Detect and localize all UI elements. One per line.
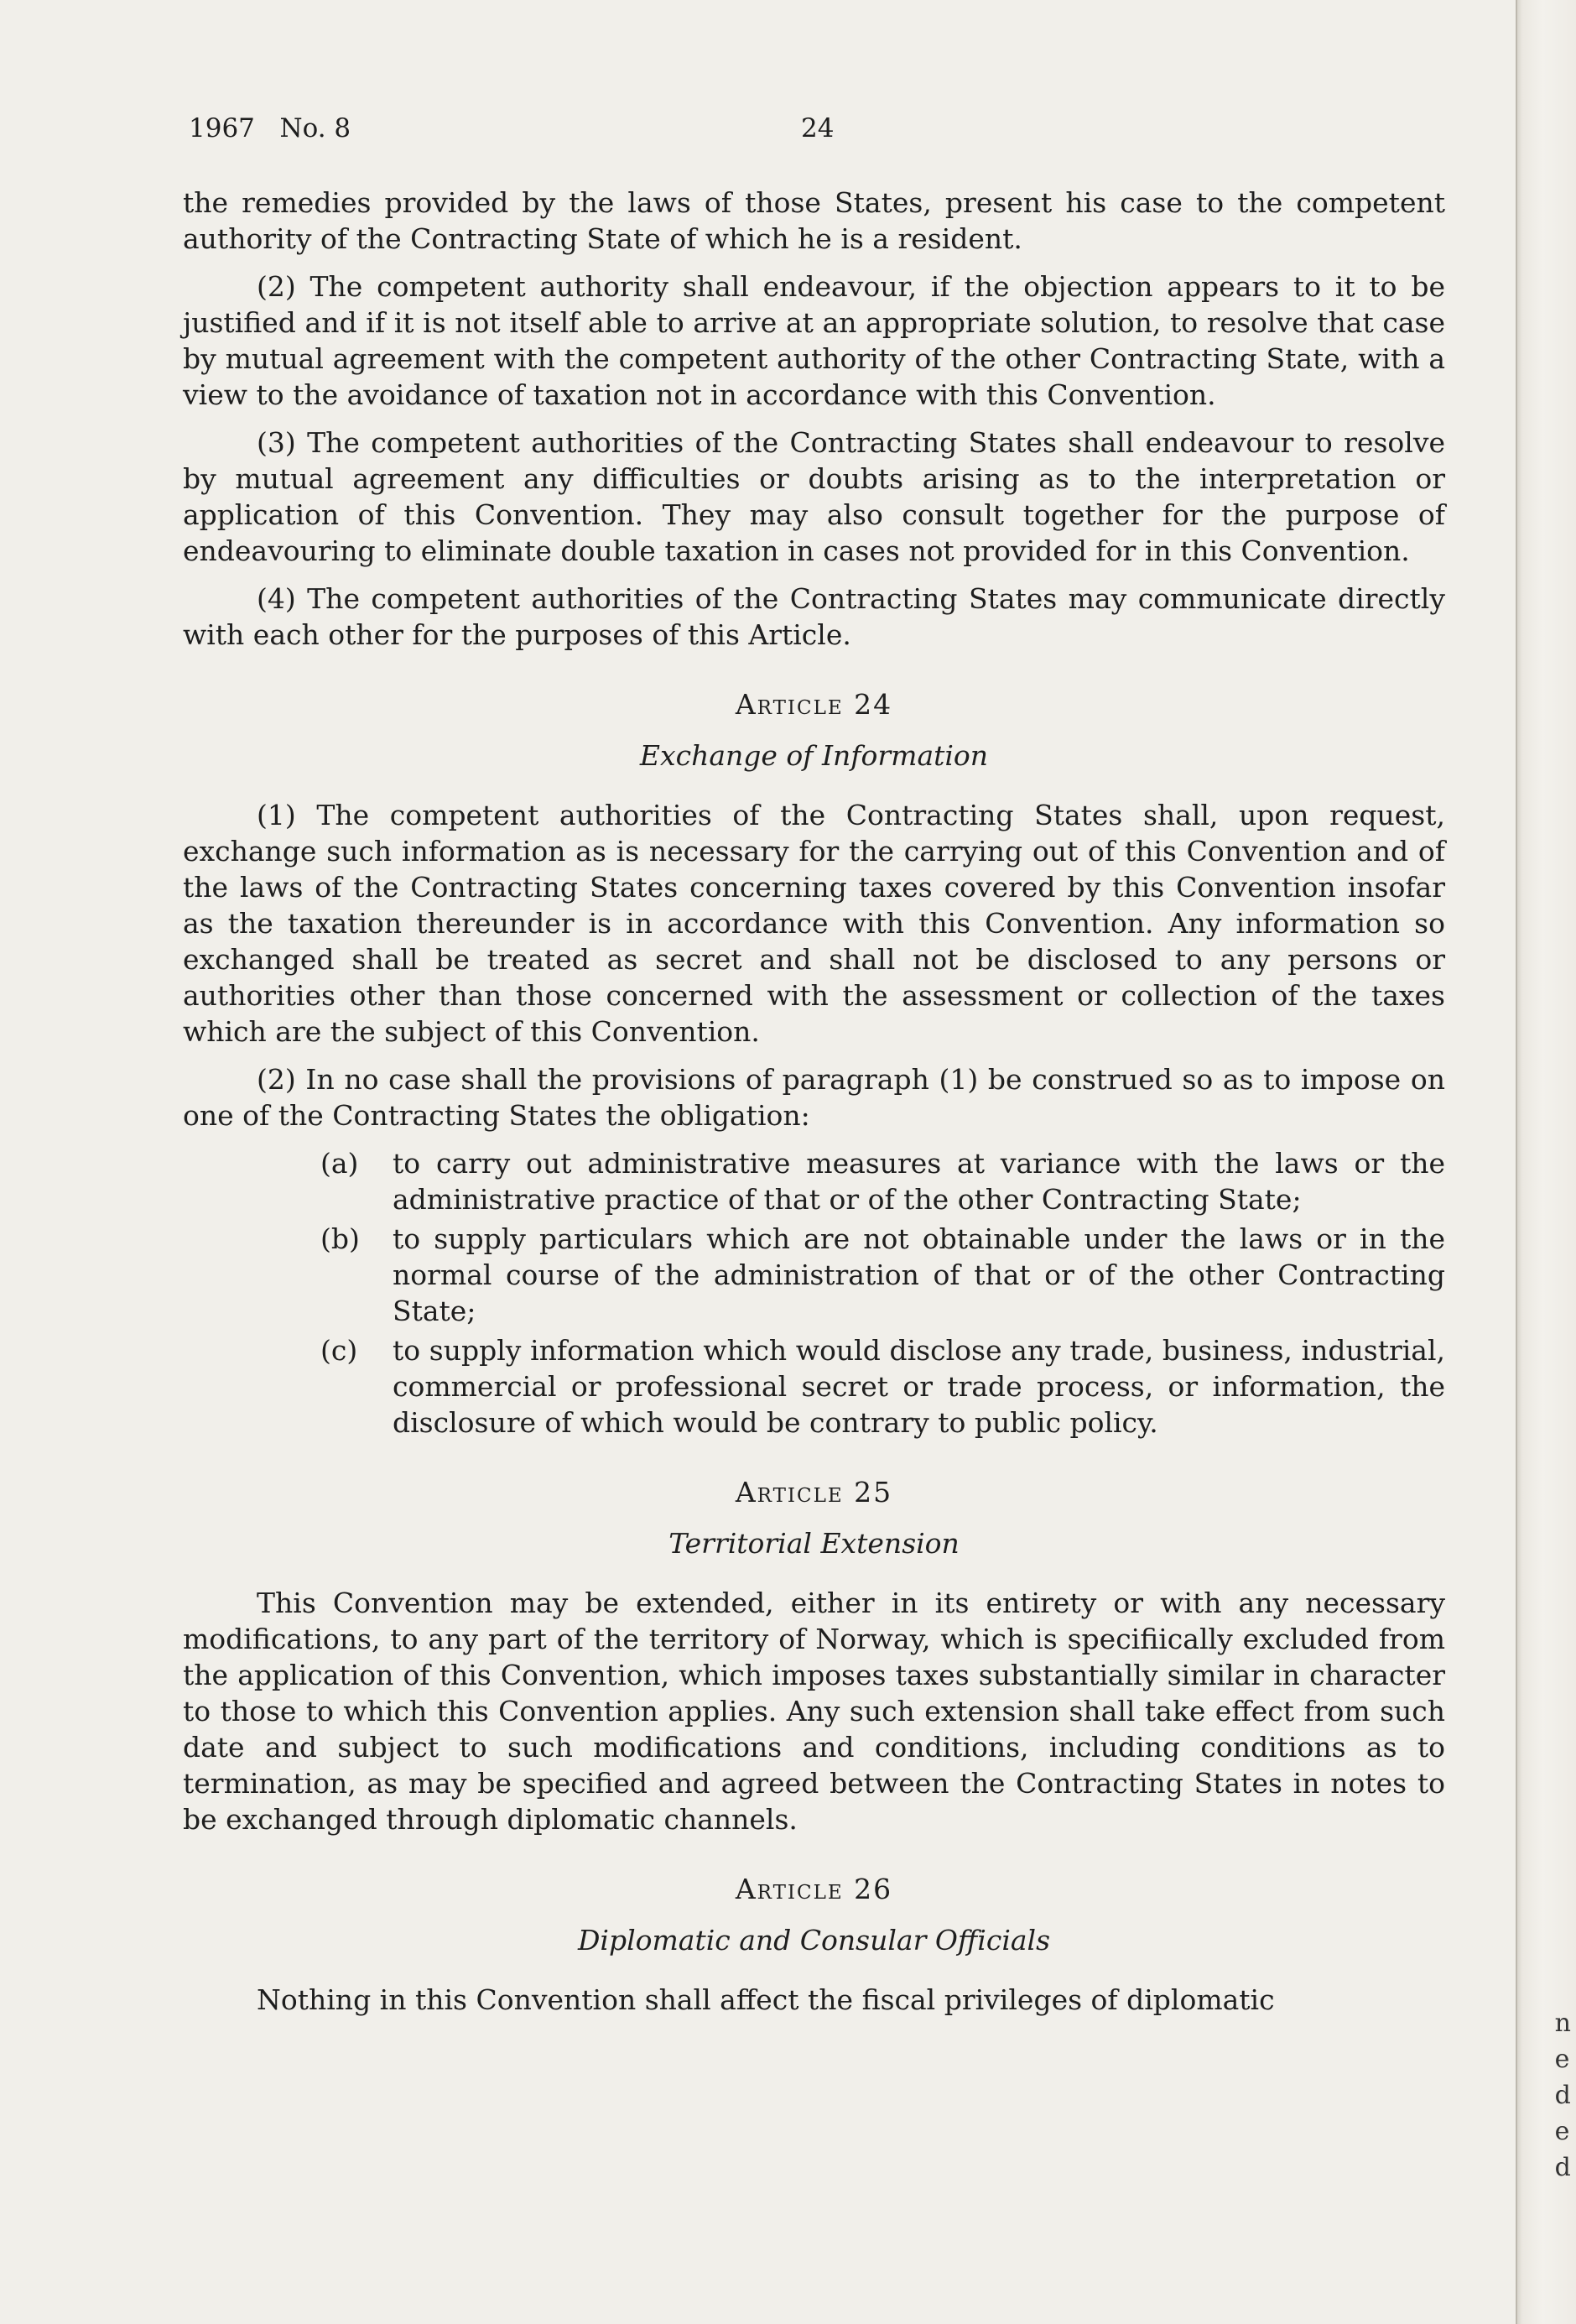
edge-letter: d [1554, 2081, 1571, 2110]
list-item-label: (a) [320, 1147, 359, 1180]
list-item-text: to supply particulars which are not obtainable under the laws or in the normal course of the administration of that or of the other Contracting State; [393, 1222, 1445, 1327]
article-25-heading: Article 25 [735, 1476, 893, 1509]
document-body [183, 185, 1445, 2030]
article-26-heading: Article 26 [735, 1873, 893, 1905]
article-26-title: Diplomatic and Consular Officials [577, 1924, 1051, 1957]
article-25-paragraph: This Convention may be extended, either in its entirety or with any necessary modifications, to any part of the territory of Norway, which is specifiically excluded from the application of this Convention, which imposes taxes substantially similar in character to those to which this Convention applies. Any such extension shall take effect from such date and subject to such modifications and conditions, including conditions as to termination, as may be specified and agreed between the Contracting States in notes to be exchanged through diplomatic channels. [183, 1587, 1445, 1836]
list-item-label: (c) [320, 1334, 358, 1367]
list-item-text: to carry out administrative measures at variance with the laws or the administrative practice of that or of the other Contracting State; [393, 1147, 1445, 1216]
edge-letter: n [1554, 2009, 1571, 2038]
article-24-paragraph-1: (1) The competent authorities of the Contracting States shall, upon request, exchange such information as is necessary for the carrying out of this Convention and of the laws of the Contracting States concerning taxes covered by this Convention insofar as the taxation thereunder is in accordance with this Convention. Any information so exchanged shall be treated as secret and shall not be disclosed to any persons or authorities other than those concerned with the assessment or collection of the taxes which are the subject of this Convention. [183, 799, 1445, 1048]
list-item-a [183, 1145, 1445, 1217]
list-item-c [183, 1332, 1445, 1441]
statute-reference: 1967 No. 8 [189, 113, 351, 143]
paragraph-4: (4) The competent authorities of the Contracting States may communicate directly with each other for the purposes of this Article. [183, 582, 1445, 651]
edge-letter: e [1554, 2045, 1570, 2074]
list-item-b [183, 1221, 1445, 1329]
paragraph-2: (2) The competent authority shall endeavour, if the objection appears to it to be justified and if it is not itself able to arrive at an appropriate solution, to resolve that case by mutual agreement with the competent authority of the other Contracting State, with a view to the avoidance of taxation not in accordance with this Convention. [183, 270, 1445, 411]
edge-letter: e [1554, 2117, 1570, 2146]
article-26-paragraph: Nothing in this Convention shall affect the fiscal privileges of diplomatic [257, 1983, 1275, 2016]
paragraph-continuation: the remedies provided by the laws of those States, present his case to the competent authority of the Contracting State of which he is a resident. [183, 186, 1445, 255]
article-24-title: Exchange of Information [639, 739, 989, 772]
page-gutter [1516, 0, 1576, 2324]
adjacent-page-fragment [1555, 2005, 1571, 2186]
paragraph-3: (3) The competent authorities of the Contracting States shall endeavour to resolve by mutual agreement any difficulties or doubts arising as to the interpretation or application of this Convention. They may also consult together for the purpose of endeavouring to eliminate double taxation in cases not provided for in this Convention. [183, 426, 1445, 567]
article-24-paragraph-2: (2) In no case shall the provisions of paragraph (1) be construed so as to impose on one of the Contracting States the obligation: [183, 1063, 1445, 1132]
article-25-title: Territorial Extension [668, 1527, 960, 1560]
article-24-heading: Article 24 [735, 688, 893, 721]
list-item-text: to supply information which would disclose any trade, business, industrial, commercial or professional secret or trade process, or information, the disclosure of which would be contrary to public policy. [393, 1334, 1445, 1439]
page-number: 24 [801, 113, 835, 143]
list-item-label: (b) [320, 1222, 360, 1255]
edge-letter: d [1554, 2153, 1571, 2182]
